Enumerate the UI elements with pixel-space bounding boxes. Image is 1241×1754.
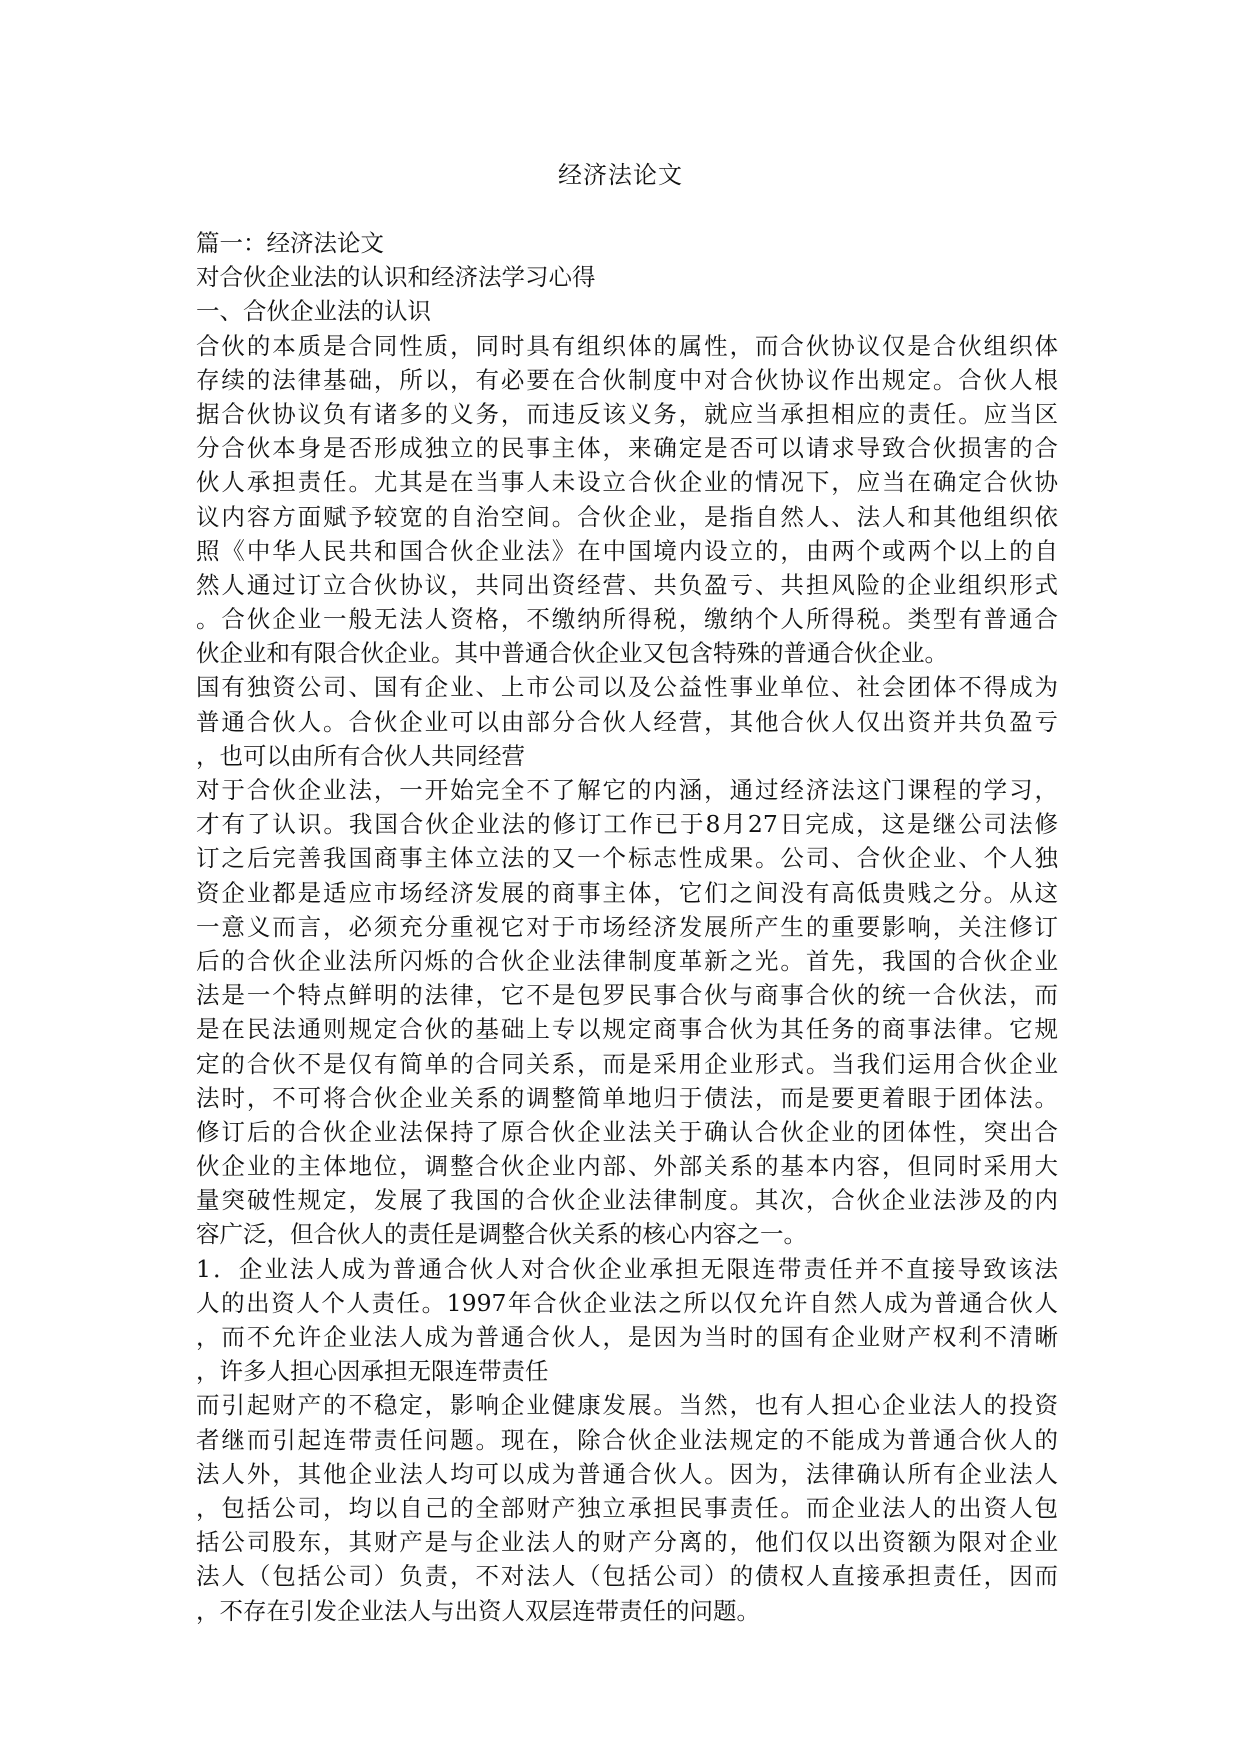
text-line: 一意义而言，必须充分重视它对于市场经济发展所产生的重要影响，关注修订 <box>196 912 1058 941</box>
text-line: 是在民法通则规定合伙的基础上专以规定商事合伙为其任务的商事法律。它规 <box>196 1015 1058 1044</box>
text-line: 才有了认识。我国合伙企业法的修订工作已于8月27日完成，这是继公司法修 <box>196 810 1058 839</box>
text-line: 量突破性规定，发展了我国的合伙企业法律制度。其次，合伙企业法涉及的内 <box>196 1186 1058 1215</box>
text-line: 后的合伙企业法所闪烁的合伙企业法律制度革新之光。首先，我国的合伙企业 <box>196 946 1058 975</box>
text-line: 法时，不可将合伙企业关系的调整简单地归于债法，而是要更着眼于团体法。 <box>196 1083 1058 1112</box>
text-line: ，包括公司，均以自己的全部财产独立承担民事责任。而企业法人的出资人包 <box>196 1493 1058 1522</box>
text-line: 者继而引起连带责任问题。现在，除合伙企业法规定的不能成为普通合伙人的 <box>196 1425 1058 1454</box>
text-line: 伙人承担责任。尤其是在当事人未设立合伙企业的情况下，应当在确定合伙协 <box>196 468 1058 497</box>
text-line: ，许多人担心因承担无限连带责任 <box>196 1357 549 1386</box>
document-title: 经济法论文 <box>558 161 683 189</box>
text-line: 篇一：经济法论文 <box>196 229 384 257</box>
text-line: 一、合伙企业法的认识 <box>196 297 431 326</box>
text-line: 法人外，其他企业法人均可以成为普通合伙人。因为，法律确认所有企业法人 <box>196 1459 1058 1488</box>
text-line: 修订后的合伙企业法保持了原合伙企业法关于确认合伙企业的团体性，突出合 <box>196 1117 1058 1146</box>
text-line: 而引起财产的不稳定，影响企业健康发展。当然，也有人担心企业法人的投资 <box>196 1391 1058 1420</box>
text-line: 伙企业和有限合伙企业。其中普通合伙企业又包含特殊的普通合伙企业。 <box>196 639 948 668</box>
text-line: 伙企业的主体地位，调整合伙企业内部、外部关系的基本内容，但同时采用大 <box>196 1152 1058 1181</box>
text-line: 资企业都是适应市场经济发展的商事主体，它们之间没有高低贵贱之分。从这 <box>196 878 1058 907</box>
text-line: 据合伙协议负有诸多的义务，而违反该义务，就应当承担相应的责任。应当区 <box>196 399 1058 428</box>
text-line: 对合伙企业法的认识和经济法学习心得 <box>196 263 596 292</box>
text-line: ，也可以由所有合伙人共同经营 <box>196 741 525 770</box>
text-line: 定的合伙不是仅有简单的合同关系，而是采用企业形式。当我们运用合伙企业 <box>196 1049 1058 1078</box>
text-line: 分合伙本身是否形成独立的民事主体，来确定是否可以请求导致合伙损害的合 <box>196 434 1058 463</box>
text-line: 议内容方面赋予较宽的自治空间。合伙企业，是指自然人、法人和其他组织依 <box>196 502 1058 531</box>
text-line: 人的出资人个人责任。1997年合伙企业法之所以仅允许自然人成为普通合伙人 <box>196 1288 1058 1317</box>
text-line: 对于合伙企业法，一开始完全不了解它的内涵，通过经济法这门课程的学习， <box>196 776 1058 804</box>
text-line: 容广泛，但合伙人的责任是调整合伙关系的核心内容之一。 <box>196 1220 807 1249</box>
text-line: 括公司股东，其财产是与企业法人的财产分离的，他们仅以出资额为限对企业 <box>196 1528 1058 1557</box>
text-line: 合伙的本质是合同性质，同时具有组织体的属性，而合伙协议仅是合伙组织体 <box>196 331 1058 360</box>
document-body <box>196 226 1058 1628</box>
text-line: 法是一个特点鲜明的法律，它不是包罗民事合伙与商事合伙的统一合伙法，而 <box>196 981 1058 1010</box>
text-line: 国有独资公司、国有企业、上市公司以及公益性事业单位、社会团体不得成为 <box>196 673 1058 702</box>
text-line: 法人（包括公司）负责，不对法人（包括公司）的债权人直接承担责任，因而 <box>196 1562 1058 1591</box>
text-line: 。合伙企业一般无法人资格，不缴纳所得税，缴纳个人所得税。类型有普通合 <box>196 605 1058 634</box>
text-line: 存续的法律基础，所以，有必要在合伙制度中对合伙协议作出规定。合伙人根 <box>196 365 1058 394</box>
text-line: 订之后完善我国商事主体立法的又一个标志性成果。公司、合伙企业、个人独 <box>196 844 1058 873</box>
text-line: 普通合伙人。合伙企业可以由部分合伙人经营，其他合伙人仅出资并共负盈亏 <box>196 707 1058 736</box>
text-line: 1．企业法人成为普通合伙人对合伙企业承担无限连带责任并不直接导致该法 <box>196 1254 1058 1283</box>
text-line: 照《中华人民共和国合伙企业法》在中国境内设立的，由两个或两个以上的自 <box>196 536 1058 565</box>
text-line: 然人通过订立合伙协议，共同出资经营、共负盈亏、共担风险的企业组织形式 <box>196 570 1058 599</box>
text-line: ，不存在引发企业法人与出资人双层连带责任的问题。 <box>196 1596 760 1625</box>
text-line: ，而不允许企业法人成为普通合伙人，是因为当时的国有企业财产权利不清晰 <box>196 1323 1058 1351</box>
